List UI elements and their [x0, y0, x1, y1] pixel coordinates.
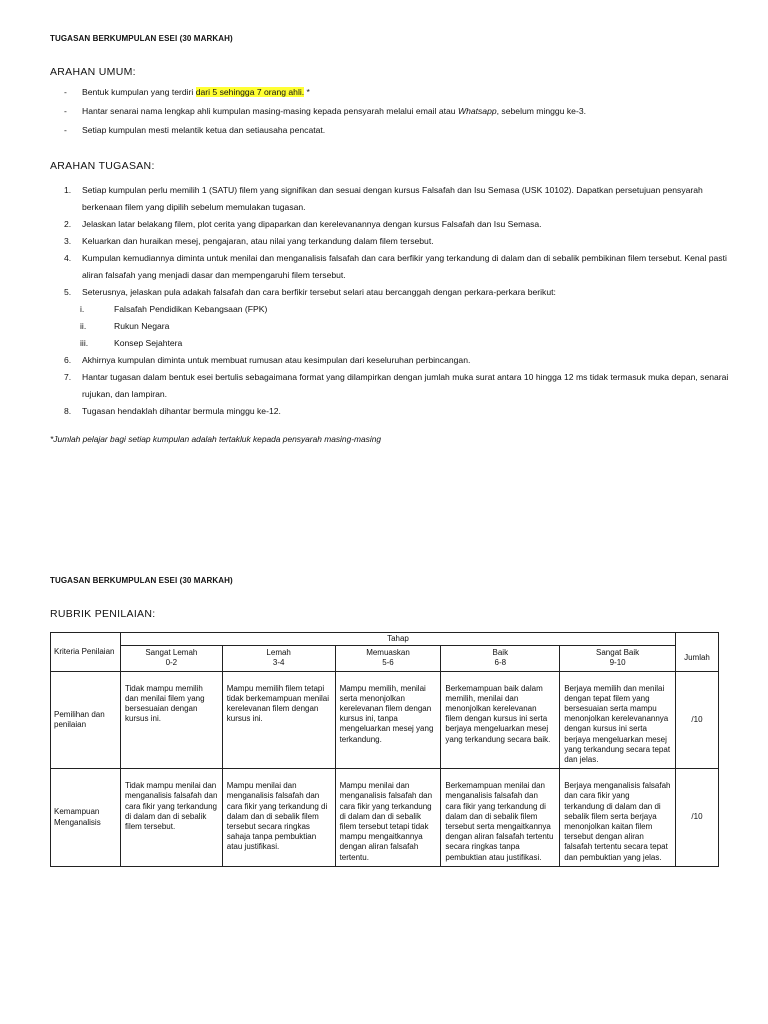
list-item	[50, 369, 730, 403]
highlighted-text: dari 5 sehingga 7 orang ahli.	[195, 86, 305, 97]
item-number: 5.	[64, 287, 72, 297]
rubric-cell: Mampu menilai dan menganalisis falsafah dan cara fikir yang terkandung di dalam dan di sebalik filem tersebut secara ringkas sahaja tanpa pembuktian atau justifikasi.	[222, 769, 335, 867]
item-number: 2.	[64, 219, 72, 229]
list-item	[50, 352, 730, 369]
level-header	[335, 646, 441, 671]
list-item	[50, 101, 730, 120]
list-item-text: Akhirnya kumpulan diminta untuk membuat rumusan atau kesimpulan dari keseluruhan perbincangan.	[82, 355, 471, 365]
text-segment: , sebelum minggu ke-3.	[496, 105, 586, 116]
criteria-header: Kriteria Penilaian	[51, 633, 121, 672]
item-number: 6.	[64, 355, 72, 365]
level-range: 6-8	[494, 658, 507, 668]
list-item	[50, 250, 730, 284]
rubric-table	[50, 632, 719, 867]
arahan-tugasan-list	[50, 182, 730, 420]
sub-item-text: Rukun Negara	[114, 321, 170, 331]
rubric-cell: Mampu menilai dan menganalisis falsafah dan cara fikir yang terkandung di dalam dan di sebalik filem tersebut tetapi tidak mampu mengaitkannya dengan aliran falsafah tertentu.	[335, 769, 441, 867]
table-header-row	[51, 646, 719, 671]
roman-numeral: i.	[80, 304, 85, 314]
jumlah-header-spacer	[675, 633, 718, 646]
criteria-cell: Kemampuan Menganalisis	[51, 769, 121, 867]
level-header	[560, 646, 676, 671]
table-row	[51, 671, 719, 769]
sub-item-text: Konsep Sejahtera	[114, 338, 183, 348]
text-segment: *	[304, 86, 310, 97]
rubric-cell: Berjaya memilih dan menilai dengan tepat filem yang bersesuaian serta mampu menonjolkan kerelevanannya dengan kursus ini serta berjaya mengeluarkan mesej yang terkandung secara tepat dan jelas.	[560, 671, 676, 769]
level-name: Sangat Lemah	[145, 648, 198, 658]
list-item-text: Seterusnya, jelaskan pula adakah falsafah dan cara berfikir tersebut selari atau bercanggah dengan perkara-perkara berikut:	[82, 287, 556, 297]
roman-numeral: iii.	[80, 338, 89, 348]
level-range: 5-6	[382, 658, 394, 668]
bullet-dash: -	[64, 86, 67, 97]
table-row	[51, 769, 719, 867]
bullet-dash: -	[64, 105, 67, 116]
list-item	[50, 82, 730, 101]
score-cell: /10	[675, 769, 718, 867]
item-number: 3.	[64, 236, 72, 246]
italic-text: Whatsapp	[457, 105, 497, 116]
criteria-cell: Pemilihan dan penilaian	[51, 671, 121, 769]
list-item-text: Jelaskan latar belakang filem, plot cerita yang dipaparkan dan kerelevanannya dengan kursus Falsafah dan Isu Semasa.	[82, 219, 542, 229]
arahan-umum-title: ARAHAN UMUM:	[50, 66, 136, 78]
level-header	[120, 646, 222, 671]
assignment-header-top: TUGASAN BERKUMPULAN ESEI (30 MARKAH)	[50, 34, 233, 43]
level-name: Lemah	[266, 648, 291, 658]
rubric-cell: Berkemampuan baik dalam memilih, menilai dan menonjolkan kerelevanan filem dengan kursus ini serta berjaya mengeluarkan mesej yang terkandung secara baik.	[441, 671, 560, 769]
list-item-text: Setiap kumpulan mesti melantik ketua dan setiausaha pencatat.	[82, 124, 326, 135]
list-item-text: Kumpulan kemudiannya diminta untuk menilai dan menganalisis falsafah dan cara berfikir yang terkandung di dalam dan di sebalik pembikinan filem tersebut. Kenal pasti aliran falsafah yang menjadi dasar dan mempengaruhi filem tersebut.	[82, 253, 727, 280]
level-name: Memuaskan	[366, 648, 410, 658]
list-item	[50, 216, 730, 233]
sub-list-item	[50, 318, 730, 335]
level-header	[441, 646, 560, 671]
rubric-cell: Mampu memilih filem tetapi tidak berkemampuan menilai kerelevanan filem dengan kursus ini.	[222, 671, 335, 769]
list-item-text: Setiap kumpulan perlu memilih 1 (SATU) filem yang signifikan dan sesuai dengan kursus Falsafah dan Isu Semasa (USK 10102). Dapatkan persetujuan pensyarah berkenaan filem yang dipilih sebelum memulakan tugasan.	[82, 185, 703, 212]
rubric-cell: Mampu memilih, menilai serta menonjolkan kerelevanan filem dengan kursus ini, tanpa mengeluarkan mesej yang terkandung.	[335, 671, 441, 769]
rubrik-title: RUBRIK PENILAIAN:	[50, 608, 156, 620]
level-name: Sangat Baik	[596, 648, 640, 658]
level-range: 3-4	[272, 658, 285, 668]
arahan-tugasan-title: ARAHAN TUGASAN:	[50, 160, 155, 172]
text-segment: Bentuk kumpulan yang terdiri	[82, 86, 196, 97]
level-range: 9-10	[609, 658, 626, 668]
tahap-header: Tahap	[120, 633, 675, 646]
rubric-cell: Berkemampuan menilai dan menganalisis falsafah dan cara fikir yang terkandung di dalam dan di sebalik filem tersebut serta mengaitkannya dengan aliran falsafah tertentu secara ringkas tanpa pembuktian atau justifikasi.	[441, 769, 560, 867]
sub-item-text: Falsafah Pendidikan Kebangsaan (FPK)	[114, 304, 268, 314]
sub-list-item	[50, 301, 730, 318]
list-item	[50, 403, 730, 420]
rubric-cell: Berjaya menganalisis falsafah dan cara fikir yang terkandung di dalam dan di sebalik filem serta berjaya menonjolkan kaitan filem tersebut dengan aliran falsafah tertentu secara tepat dan pembuktian yang jelas.	[560, 769, 676, 867]
text-segment: Hantar senarai nama lengkap ahli kumpulan masing-masing kepada pensyarah melalui email atau	[82, 105, 458, 116]
score-cell: /10	[675, 671, 718, 769]
rubric-cell: Tidak mampu memilih dan menilai filem yang bersesuaian dengan kursus ini.	[120, 671, 222, 769]
footnote: *Jumlah pelajar bagi setiap kumpulan adalah tertakluk kepada pensyarah masing-masing	[50, 434, 382, 444]
sub-list-item	[50, 335, 730, 352]
item-number: 4.	[64, 253, 72, 263]
item-number: 8.	[64, 406, 72, 416]
bullet-dash: -	[64, 124, 67, 135]
rubric-cell: Tidak mampu menilai dan menganalisis falsafah dan cara fikir yang terkandung di dalam dan di sebalik filem tersebut.	[120, 769, 222, 867]
jumlah-header: Jumlah	[675, 646, 718, 671]
level-name: Baik	[492, 648, 509, 658]
list-item-text: Keluarkan dan huraikan mesej, pengajaran, atau nilai yang terkandung dalam filem tersebut.	[82, 236, 434, 246]
arahan-umum-list	[50, 82, 730, 139]
list-item-text: Tugasan hendaklah dihantar bermula minggu ke-12.	[82, 406, 281, 416]
level-range: 0-2	[165, 658, 178, 668]
roman-numeral: ii.	[80, 321, 87, 331]
list-item-text: Hantar tugasan dalam bentuk esei bertulis sebagaimana format yang dilampirkan dengan jumlah muka surat antara 10 hingga 12 ms tidak termasuk muka depan, senarai rujukan, dan lampiran.	[82, 372, 729, 399]
table-header-row	[51, 633, 719, 646]
list-item	[50, 284, 730, 301]
item-number: 7.	[64, 372, 72, 382]
level-header	[222, 646, 335, 671]
list-item-text	[82, 87, 310, 97]
list-item	[50, 233, 730, 250]
item-number: 1.	[64, 185, 72, 195]
list-item	[50, 182, 730, 216]
list-item	[50, 120, 730, 139]
assignment-header-bottom: TUGASAN BERKUMPULAN ESEI (30 MARKAH)	[50, 576, 233, 585]
list-item-text	[82, 106, 586, 116]
